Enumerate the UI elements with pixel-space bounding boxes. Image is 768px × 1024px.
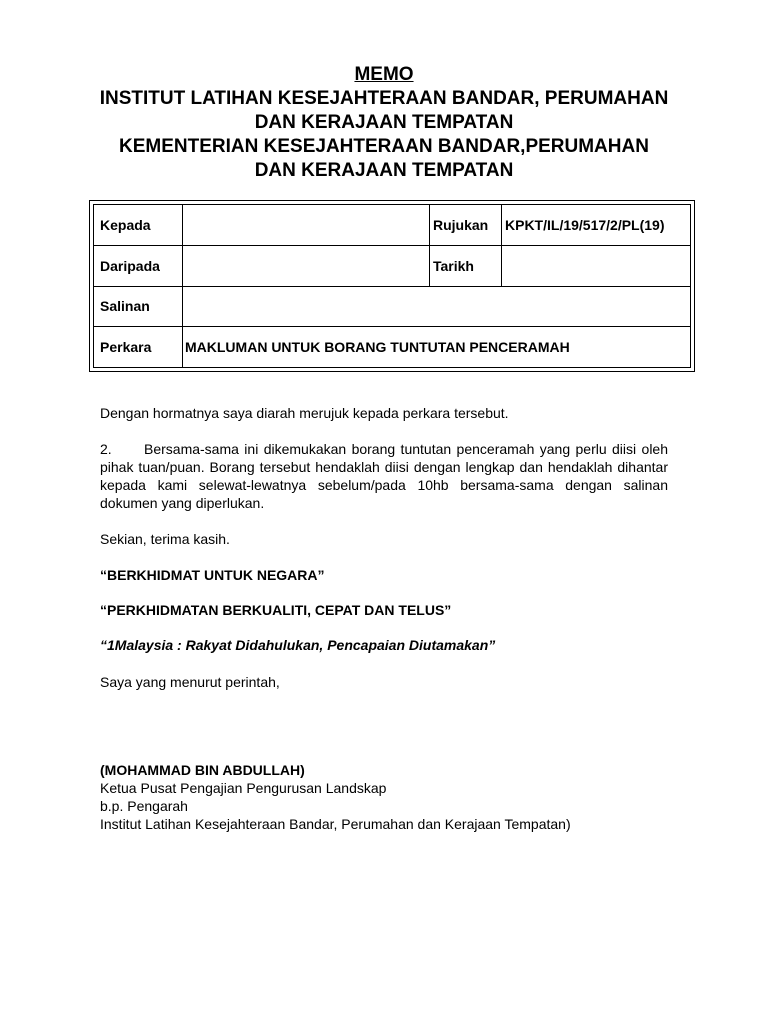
salinan-value (183, 286, 691, 327)
table-row-kepada (94, 205, 691, 246)
paragraph-2 (100, 440, 668, 512)
paragraph-number: 2. (100, 441, 112, 457)
perkara-label: Perkara (94, 327, 183, 368)
header-line-3: KEMENTERIAN KESEJAHTERAAN BANDAR,PERUMAHAN (119, 136, 649, 157)
rujukan-label: Rujukan (430, 205, 502, 246)
salinan-label: Salinan (94, 286, 183, 327)
table-row-perkara (94, 327, 691, 368)
signoff-text: Saya yang menurut perintah, (100, 674, 280, 690)
signatory-name: (MOHAMMAD BIN ABDULLAH) (100, 762, 305, 778)
memo-details-frame (89, 200, 695, 372)
memo-header (0, 63, 768, 183)
table-row-daripada (94, 245, 691, 286)
memo-title: MEMO (354, 64, 414, 85)
header-line-4: DAN KERAJAAN TEMPATAN (254, 160, 514, 181)
header-line-1: INSTITUT LATIHAN KESEJAHTERAAN BANDAR, PERUMAHAN (99, 88, 669, 109)
paragraph-2-text: Bersama-sama ini dikemukakan borang tuntutan penceramah yang perlu diisi oleh pihak tuan/puan. Borang tersebut hendaklah diisi dengan lengkap dan hendaklah dihantar kepada kami selewat-lewatnya sebelum/pada 10hb bersama-sama dengan salinan dokumen yang diperlukan. (100, 441, 668, 511)
motto-1malaysia: “1Malaysia : Rakyat Didahulukan, Pencapaian Diutamakan” (100, 637, 496, 653)
daripada-label: Daripada (94, 245, 183, 286)
table-row-salinan (94, 286, 691, 327)
rujukan-value: KPKT/IL/19/517/2/PL(19) (502, 205, 691, 246)
kepada-value (183, 205, 430, 246)
signatory-bp: b.p. Pengarah (100, 798, 188, 814)
tarikh-label: Tarikh (430, 245, 502, 286)
signatory-institution: Institut Latihan Kesejahteraan Bandar, Perumahan dan Kerajaan Tempatan) (100, 816, 571, 832)
daripada-value (183, 245, 430, 286)
greeting-text: Dengan hormatnya saya diarah merujuk kepada perkara tersebut. (100, 405, 509, 421)
signatory-title: Ketua Pusat Pengajian Pengurusan Landskap (100, 780, 387, 796)
motto-berkhidmat: “BERKHIDMAT UNTUK NEGARA” (100, 567, 325, 583)
perkara-value: MAKLUMAN UNTUK BORANG TUNTUTAN PENCERAMAH (183, 327, 691, 368)
kepada-label: Kepada (94, 205, 183, 246)
tarikh-value (502, 245, 691, 286)
closing-text: Sekian, terima kasih. (100, 531, 230, 547)
header-line-2: DAN KERAJAAN TEMPATAN (254, 112, 514, 133)
motto-perkhidmatan: “PERKHIDMATAN BERKUALITI, CEPAT DAN TELUS” (100, 602, 452, 618)
memo-details-table (93, 204, 691, 368)
